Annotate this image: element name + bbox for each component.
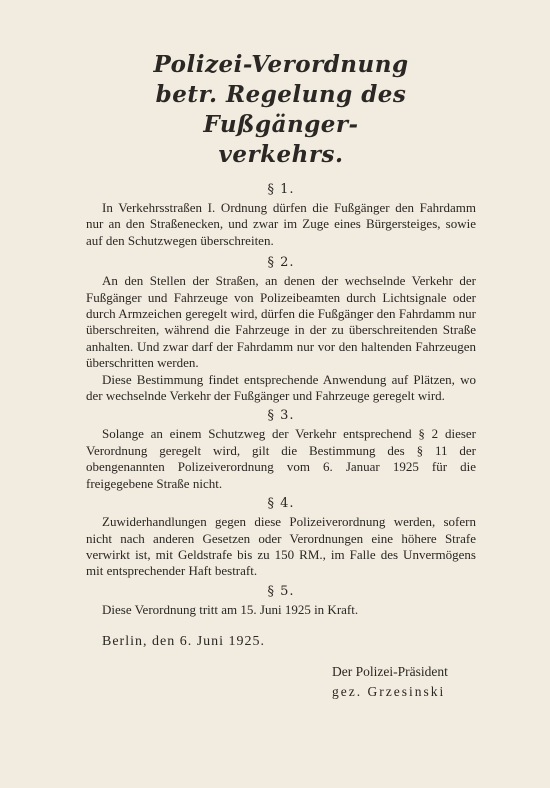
signature-name: gez. Grzesinski bbox=[332, 684, 446, 700]
signature-office: Der Polizei-Präsident bbox=[332, 664, 448, 680]
document-title bbox=[86, 50, 476, 170]
place-date: Berlin, den 6. Juni 1925. bbox=[102, 634, 266, 650]
section-number: § 2. bbox=[267, 255, 295, 271]
signature-block bbox=[86, 662, 476, 702]
section-number: § 3. bbox=[267, 408, 295, 424]
section-text: Solange an einem Schutzweg der Verkehr entsprechend § 2 dieser Verordnung geregelt wird, gilt die Bestimmung des § 11 der obengenannten Polizeiverordnung vom 6. Januar 1925 für die freigegebene Straße nicht. bbox=[86, 426, 476, 491]
section-3 bbox=[86, 408, 476, 492]
title-line-2: betr. Regelung des Fußgänger- bbox=[155, 81, 407, 138]
section-text: In Verkehrsstraßen I. Ordnung dürfen die Fußgänger den Fahrdamm nur an den Straßenecken, und zwar im Zuge eines Bürgersteiges, sowie auf den Schutzwegen überschreiten. bbox=[86, 200, 476, 248]
section-1 bbox=[86, 182, 476, 249]
section-text: Zuwiderhandlungen gegen diese Polizeiverordnung werden, sofern nicht nach anderen Gesetzen oder Verordnungen eine höhere Strafe verwirkt ist, mit Geldstrafe bis zu 150 RM., im Falle des Unvermögens mit entsprechender Haft bestraft. bbox=[86, 514, 476, 579]
section-2 bbox=[86, 255, 476, 404]
section-text: Diese Bestimmung findet entsprechende Anwendung auf Plätzen, wo der wechselnde Verkehr der Fußgänger und Fahrzeuge geregelt wird. bbox=[86, 371, 476, 404]
section-number: § 5. bbox=[267, 583, 295, 599]
section-number: § 1. bbox=[267, 182, 295, 197]
section-4 bbox=[86, 496, 476, 580]
title-line-1: Polizei-Verordnung bbox=[153, 51, 409, 78]
section-text: An den Stellen der Straßen, an denen der wechselnde Verkehr der Fußgänger und Fahrzeuge von Polizeibeamten durch Lichtsignale oder durch Armzeichen geregelt wird, dürfen die Fußgänger den Fahrdamm nur überschreiten, während die Fahrzeuge in der zu überschreitenden Straße anhalten. Und zwar darf der Fahrdamm nur vor den haltenden Fahrzeugen überschritten werden. bbox=[86, 273, 476, 371]
title-line-3: verkehrs. bbox=[218, 141, 344, 168]
section-number: § 4. bbox=[267, 496, 295, 512]
section-text: Diese Verordnung tritt am 15. Juni 1925 in Kraft. bbox=[102, 601, 359, 617]
section-5 bbox=[86, 584, 476, 618]
